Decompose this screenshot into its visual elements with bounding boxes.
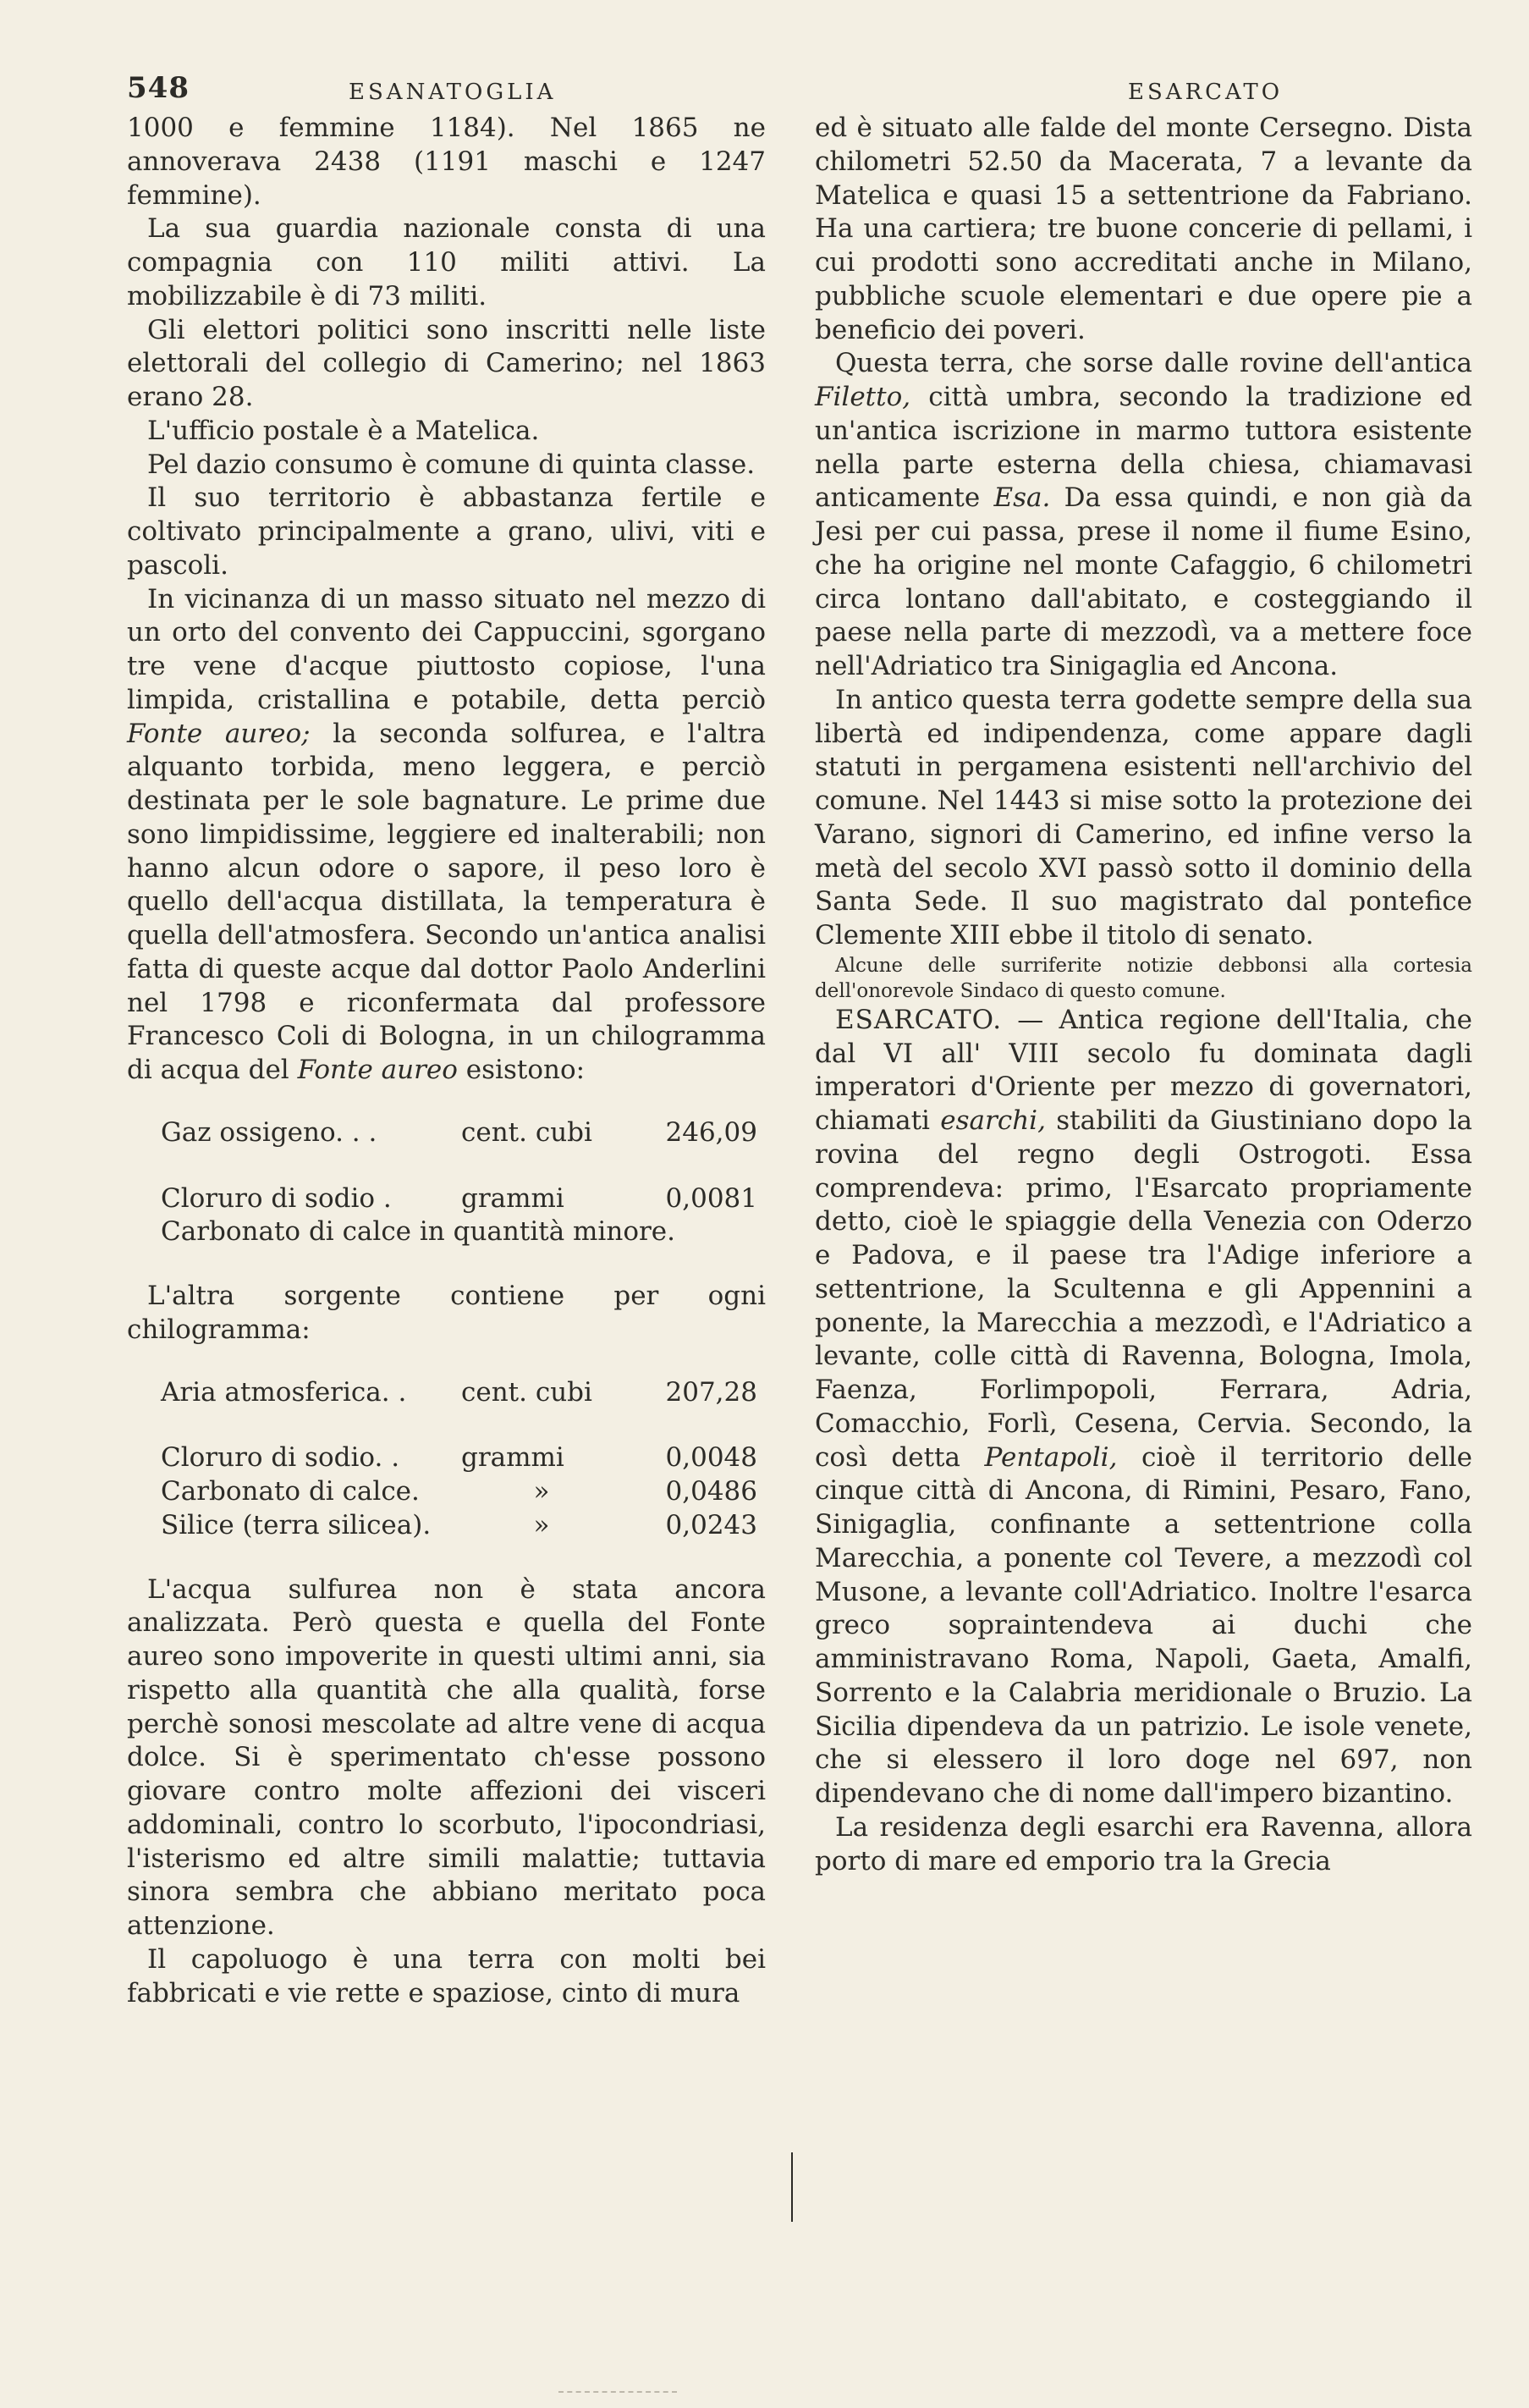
- row-label: Carbonato di calce.: [161, 1476, 420, 1507]
- paragraph: 1000 e femmine 1184). Nel 1865 ne annoverava 2438 (1191 maschi e 1247 femmine).: [127, 113, 766, 211]
- row-unit: cent. cubi: [461, 1116, 592, 1148]
- text-run: cioè il territorio delle cinque città di Ancona, di Rimini, Pesaro, Fano, Sinigaglia, confinante a settentrione colla Marecchia, a ponente col Tevere, a mezzodì col Musone, a levante coll'Adriatico. Inoltre l'esarca greco sopraintendeva ai duchi che amministravano Roma, Napoli, Gaeta, Amalfi, Sorrento e la Calabria meridionale o Bruzio. La Sicilia dipendeva da un patrizio. Le isole venete, che si elessero il loro doge nel 697, non dipendevano che di nome dall'impero bizantino.: [815, 1441, 1472, 1809]
- footnote: Alcune delle surriferite notizie debbonsi alla cortesia dell'onorevole Sindaco di questo comune.: [815, 954, 1472, 1002]
- paragraph-springs: [127, 583, 766, 1088]
- paragraph: La residenza degli esarchi era Ravenna, allora porto di mare ed emporio tra la Grecia: [815, 1811, 1472, 1876]
- right-column: [815, 112, 1472, 1878]
- row-label: Gaz ossigeno. . .: [161, 1116, 377, 1148]
- entry-esarcato: [815, 1004, 1472, 1811]
- paragraph: Pel dazio consumo è comune di quinta classe.: [147, 449, 756, 480]
- text-run: stabiliti da Giustiniano dopo la rovina del regno degli Ostrogoti. Essa comprendeva: primo, l'Esarcato propriamente detto, cioè le spiaggie della Venezia con Oderzo e Padova, e il paese tra l'Adige inferiore a settentrione, la Scultenna e gli Appennini a ponente, la Marecchia a mezzodì, e l'Adriatico a levante, colle città di Ravenna, Bologna, Imola, Faenza, Forlimpopoli, Ferrara, Adria, Comacchio, Forlì, Cesena, Cervia. Secondo, la così detta: [815, 1105, 1473, 1473]
- text-run: — Antica regione dell'Italia, che dal VI all' VIII secolo fu dominata dagli imperatori d'Oriente per mezzo di governatori, chiamati: [815, 1004, 1472, 1136]
- paragraph: L'ufficio postale è a Matelica.: [147, 415, 540, 446]
- table-row: [161, 1376, 766, 1410]
- paragraph: L'acqua sulfurea non è stata ancora analizzata. Però questa e quella del Fonte aureo sono impoverite in questi ultimi anni, sia rispetto alla quantità che alla qualità, forse perchè sonosi mescolate ad altre vene di acqua dolce. Si è sperimentato ch'esse possono giovare contro molte affezioni dei visceri addominali, contro lo scorbuto, l'ipocondriasi, l'isterismo ed altre simili malattie; tuttavia sinora sembra che abbiano meritato poca attenzione.: [127, 1573, 766, 1941]
- running-head-left: ESANATOGLIA: [349, 80, 557, 105]
- row-text: Carbonato di calce in quantità minore.: [161, 1216, 675, 1248]
- table-row: [161, 1215, 766, 1249]
- table-row: [161, 1509, 766, 1543]
- text-run: città umbra, secondo la tradizione ed un'antica iscrizione in marmo tuttora esistente nella parte esterna della chiesa, chiamavasi anticamente: [815, 382, 1472, 514]
- text-run: Da essa quindi, e non già da Jesi per cui passa, prese il nome il fiume Esino, che ha origine nel monte Cafaggio, 6 chilometri circa lontano dall'abitato, e costeggiando il paese nella parte di mezzodì, va a mettere foce nell'Adriatico tra Sinigaglia ed Ancona.: [815, 482, 1472, 681]
- row-value: 0,0081: [665, 1182, 757, 1214]
- row-label: Cloruro di sodio .: [161, 1182, 392, 1214]
- row-value: 0,0243: [665, 1509, 757, 1540]
- running-head-right: ESARCATO: [1128, 80, 1284, 105]
- row-value: 0,0486: [665, 1476, 757, 1507]
- table-row: [161, 1182, 766, 1216]
- row-unit: grammi: [461, 1182, 564, 1214]
- paragraph: Il suo territorio è abbastanza fertile e coltivato principalmente a grano, ulivi, viti e pascoli.: [127, 482, 766, 581]
- column-rule: [791, 2152, 793, 2222]
- row-value: 0,0048: [665, 1442, 757, 1474]
- row-unit: grammi: [461, 1442, 564, 1474]
- table-row: [161, 1475, 766, 1509]
- paragraph: Il capoluogo è una terra con molti bei fabbricati e vie rette e spaziose, cinto di mura: [127, 1943, 766, 2009]
- paragraph: ed è situato alle falde del monte Cersegno. Dista chilometri 52.50 da Macerata, 7 a levante da Matelica e quasi 15 a settentrione da Fabriano. Ha una cartiera; tre buone concerie di pellami, i cui prodotti sono accreditati anche in Milano, pubbliche scuole elementari e due opere pie a beneficio dei poveri.: [815, 113, 1472, 345]
- paragraph: La sua guardia nazionale consta di una compagnia con 110 militi attivi. La mobilizzabile è di 73 militi.: [127, 213, 766, 311]
- paragraph: In antico questa terra godette sempre della sua libertà ed indipendenza, come appare dagli statuti in pergamena esistenti nell'archivio del comune. Nel 1443 si mise sotto la protezione dei Varano, signori di Camerino, ed infine verso la metà del secolo XVI passò sotto il dominio della Santa Sede. Il suo magistrato dal pontefice Clemente XIII ebbe il titolo di senato.: [815, 684, 1472, 951]
- italic-term: esarchi,: [940, 1105, 1046, 1136]
- row-unit: »: [533, 1476, 550, 1507]
- row-label: Silice (terra silicea).: [161, 1509, 432, 1540]
- row-label: Aria atmosferica. .: [161, 1376, 407, 1408]
- row-value: 207,28: [665, 1376, 757, 1408]
- row-unit: »: [533, 1509, 550, 1540]
- paragraph-origin: [815, 347, 1472, 684]
- left-column: [127, 112, 766, 2010]
- text-run: Questa terra, che sorse dalle rovine dell'antica: [835, 348, 1472, 379]
- italic-term: Fonte aureo;: [127, 718, 311, 749]
- analysis-table-1: [161, 1116, 766, 1249]
- table-row: [161, 1116, 766, 1150]
- entry-headword: ESARCATO.: [835, 1004, 1003, 1035]
- italic-term: Pentapoli,: [984, 1441, 1118, 1473]
- analysis-table-2: [161, 1376, 766, 1543]
- paragraph: Gli elettori politici sono inscritti nelle liste elettorali del collegio di Camerino; nel 1863 erano 28.: [127, 314, 766, 412]
- italic-term: Filetto,: [815, 382, 911, 412]
- italic-term: Fonte aureo: [297, 1055, 458, 1085]
- row-value: 246,09: [665, 1116, 757, 1148]
- text-run: In vicinanza di un masso situato nel mezzo di un orto del convento dei Cappuccini, sgorgano tre vene d'acque piuttosto copiose, l'una limpida, cristallina e potabile, detta perciò: [127, 583, 766, 715]
- row-label: Cloruro di sodio. .: [161, 1442, 400, 1474]
- table-row: [161, 1441, 766, 1475]
- print-mark: [558, 2391, 677, 2395]
- paragraph: L'altra sorgente contiene per ogni chilogramma:: [127, 1281, 766, 1345]
- text-run: la seconda solfurea, e l'altra alquanto torbida, meno leggera, e perciò destinata per le sole bagnature. Le prime due sono limpidissime, leggiere ed inalterabili; non hanno alcun odore o sapore, il peso loro è quello dell'acqua distillata, la temperatura è quella dell'atmosfera. Secondo un'antica analisi fatta di queste acque dal dottor Paolo Anderlini nel 1798 e riconfermata dal professore Francesco Coli di Bologna, in un chilogramma di acqua del: [127, 718, 766, 1085]
- italic-term: Esa.: [993, 482, 1051, 514]
- row-unit: cent. cubi: [461, 1376, 592, 1408]
- text-run: esistono:: [457, 1055, 586, 1085]
- page-number: 548: [127, 71, 190, 105]
